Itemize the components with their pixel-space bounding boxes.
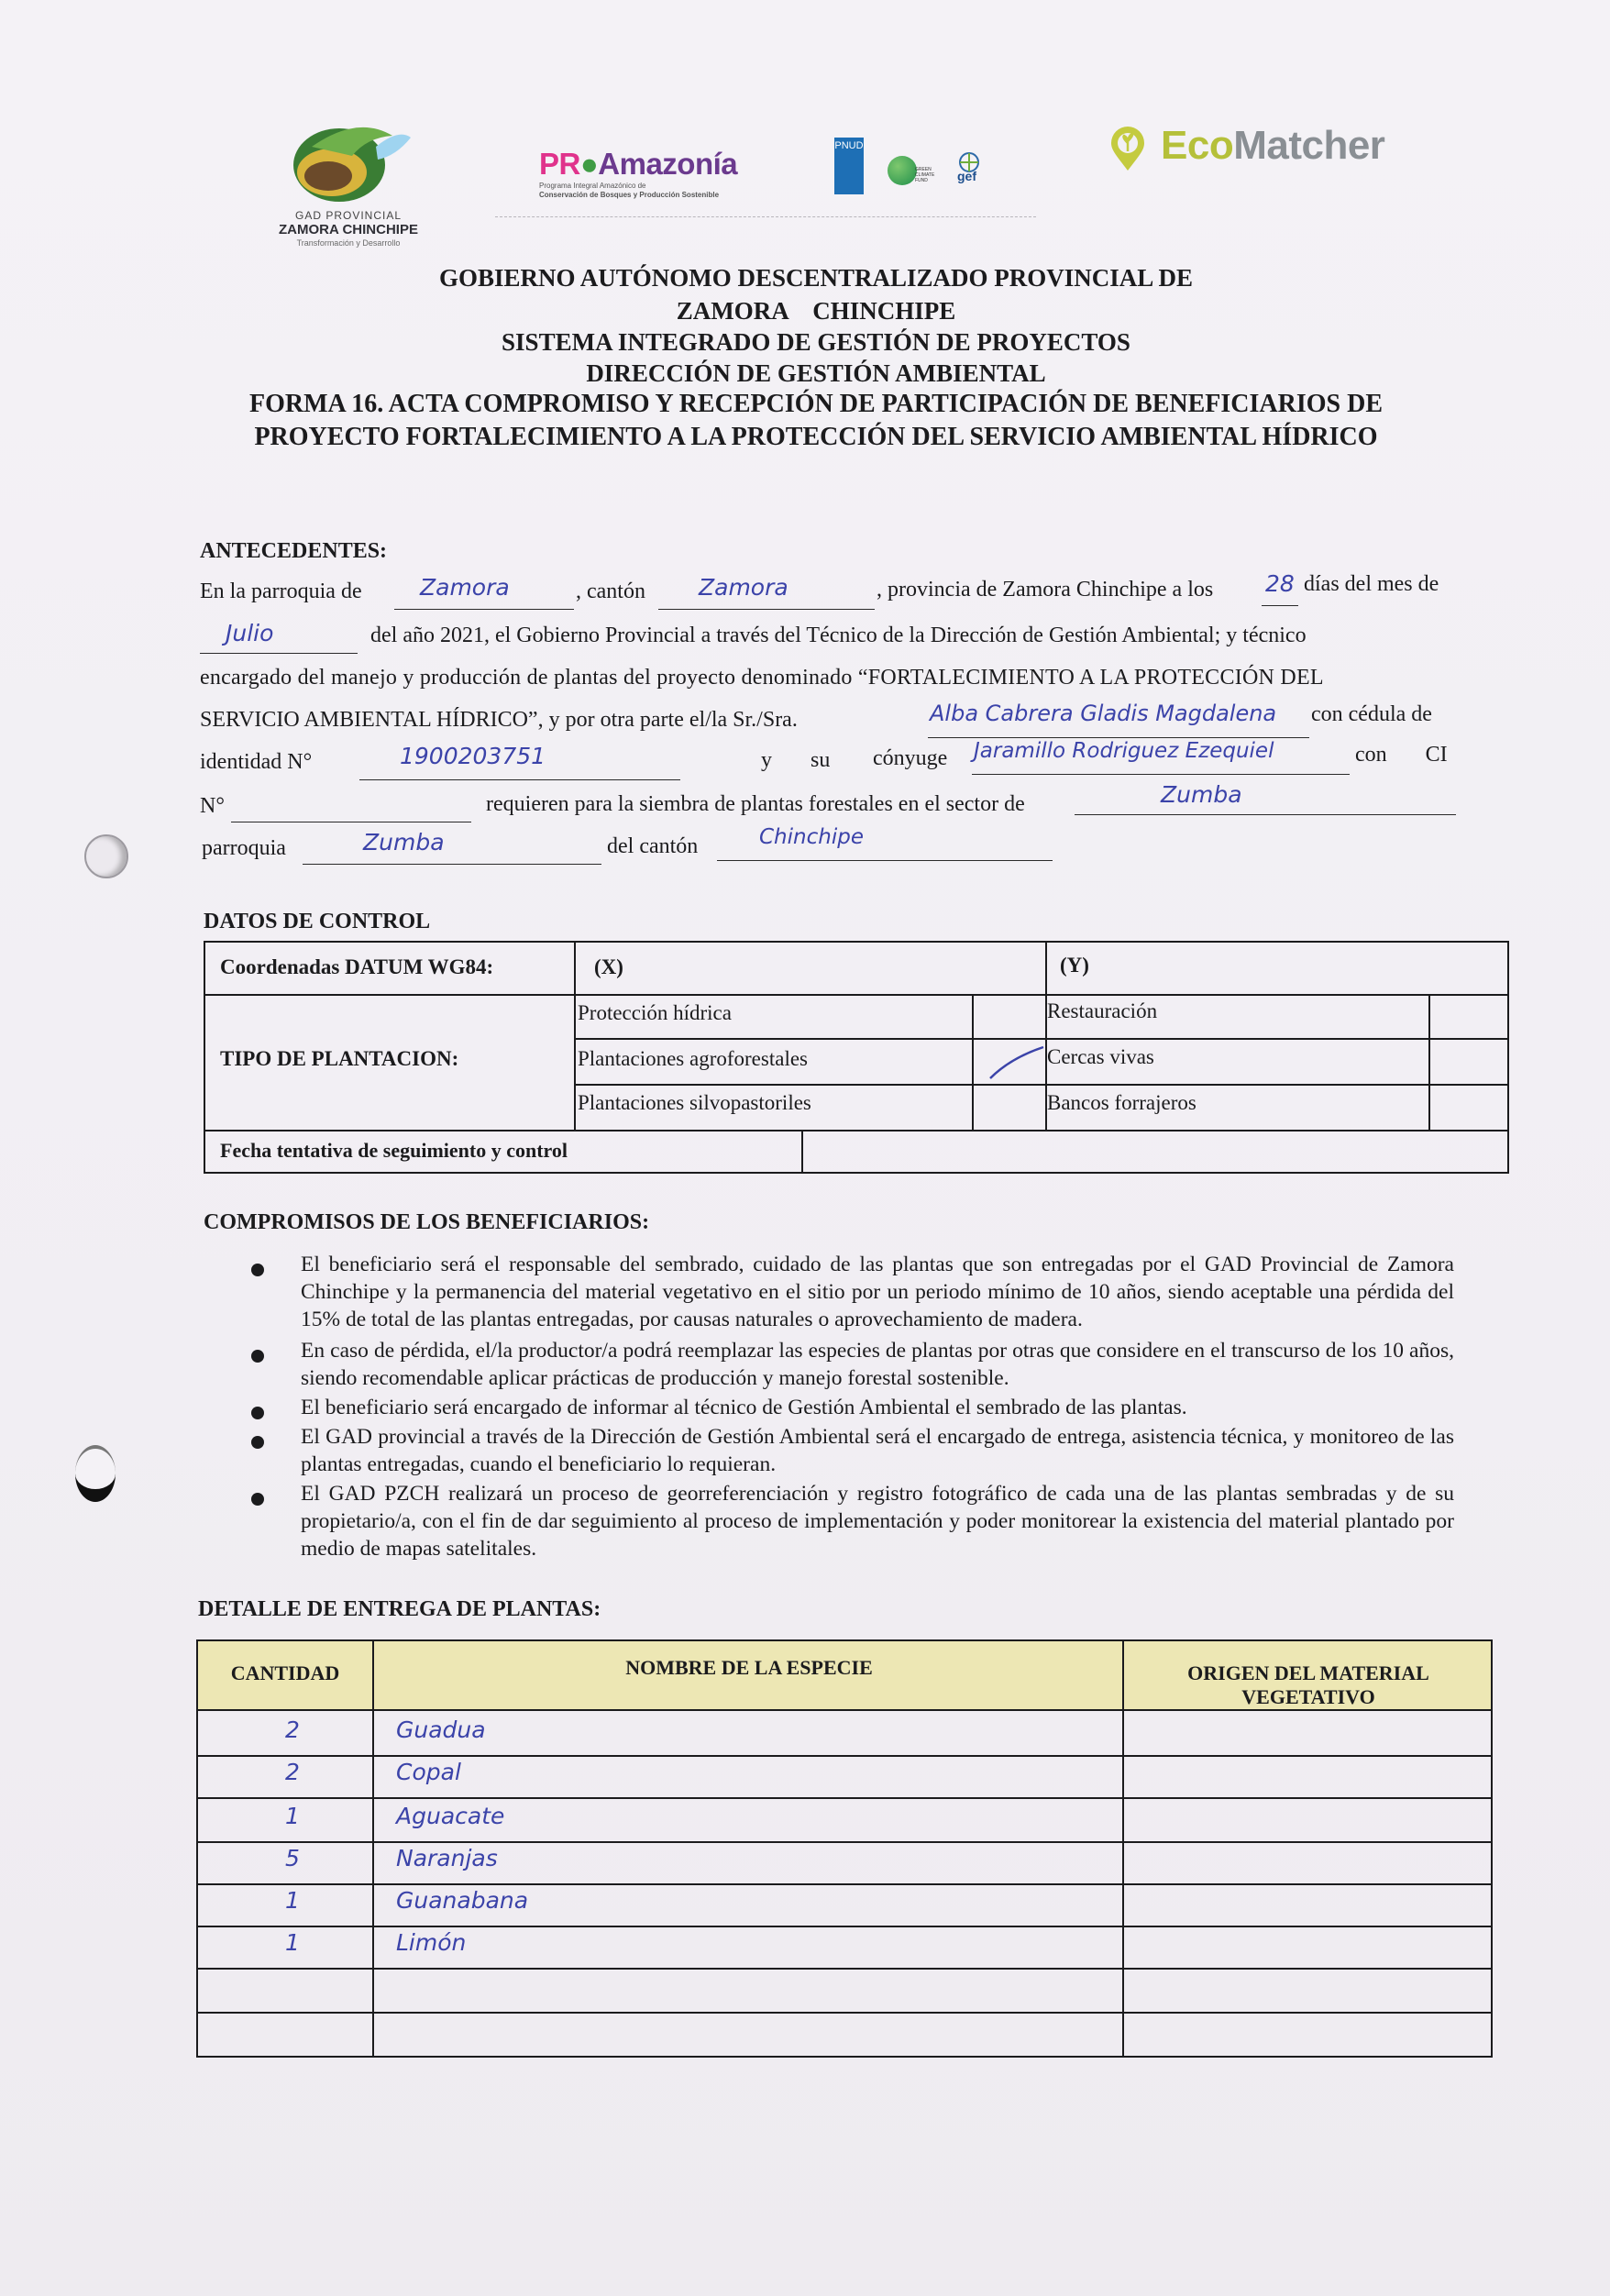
proamazonia-o-icon: ● [579,147,599,181]
row6-especie[interactable]: Limón [396,1929,467,1956]
row4-especie[interactable]: Naranjas [396,1845,498,1871]
det-hline-7 [196,2012,1493,2014]
text-provincia: , provincia de Zamora Chinchipe a los [877,578,1214,602]
checkbox-agroforestales[interactable] [974,1040,1045,1084]
col-origen-header-line1: ORIGEN DEL MATERIAL [1187,1661,1429,1684]
ctrl-hline-1 [205,994,1507,996]
undp-text: PNUD [834,140,864,151]
compromiso-item-4: El GAD provincial a través de la Dirección de Gestión Ambiental será el encargado de entrega, asistencia técnica, y monitoreo de las plantas entregadas, cuando el beneficiario lo requieran. [301,1425,1454,1476]
fecha-seguimiento-label: Fecha tentativa de seguimiento y control [220,1139,568,1162]
bullet-icon [251,1264,264,1276]
row6-cantidad[interactable]: 1 [285,1929,300,1956]
det-vline-1 [372,1639,374,2058]
text-dias-mes: días del mes de [1304,572,1439,596]
field-mes-line [200,625,358,654]
text-del-canton: del cantón [607,834,699,858]
gad-zamora-logo [275,119,422,248]
gad-zamora-line3: Transformación y Desarrollo [296,238,401,248]
text-canton: , cantón [576,580,645,603]
gcf-text: GREEN CLIMATE FUND [915,167,935,183]
bullet-icon [251,1436,264,1449]
checkbox-proteccion-hidrica[interactable] [974,996,1045,1038]
field-dias[interactable]: 28 [1265,570,1295,597]
text-line2: del año 2021, el Gobierno Provincial a través del Técnico de la Dirección de Gestión Ambiental; y técnico [370,624,1307,647]
field-sector[interactable]: Zumba [1161,781,1242,808]
header-line4: DIRECCIÓN DE GESTIÓN AMBIENTAL [586,359,1046,387]
section-detalle-heading: DETALLE DE ENTREGA DE PLANTAS: [198,1597,601,1621]
section-control-heading: DATOS DE CONTROL [204,910,431,933]
field-cedula[interactable]: 1900203751 [400,743,546,769]
option-restauracion: Restauración [1047,999,1158,1022]
undp-logo [834,138,864,194]
field-conyuge[interactable]: Jaramillo Rodriguez Ezequiel [974,739,1274,763]
row2-especie[interactable]: Copal [396,1759,461,1785]
det-vline-3 [1491,1639,1493,2058]
row1-especie[interactable]: Guadua [396,1716,486,1743]
option-proteccion-hidrica: Protección hídrica [578,1001,732,1024]
det-hline-4 [196,1883,1493,1885]
ecomatcher-name-part1: Eco [1161,123,1234,168]
form-title-line1: FORMA 16. ACTA COMPROMISO Y RECEPCIÓN DE PARTICIPACIÓN DE BENEFICIARIOS DE [248,390,1384,418]
text-line3: encargado del manejo y producción de plantas del proyecto denominado “FORTALECIMIENTO A LA PROTECCIÓN DEL [200,666,1324,690]
checkmark-icon [974,1040,1045,1084]
gef-text: gef [957,169,976,183]
gcf-logo-icon [888,156,917,185]
col-origen-header-line2: VEGETATIVO [1241,1685,1375,1708]
tipo-plantacion-label: TIPO DE PLANTACION: [220,1047,459,1070]
checkbox-cercas-vivas[interactable] [1430,1040,1507,1084]
ecomatcher-pin-icon [1108,127,1148,172]
checkbox-restauracion[interactable] [1430,996,1507,1038]
header-line3: SISTEMA INTEGRADO DE GESTIÓN DE PROYECTOS [502,328,1130,356]
option-bancos-forrajeros: Bancos forrajeros [1047,1091,1196,1114]
det-hline-5 [196,1926,1493,1927]
header-line1: GOBIERNO AUTÓNOMO DESCENTRALIZADO PROVINCIAL DE [438,264,1194,292]
compromiso-item-1: El beneficiario será el responsable del sembrado, cuidado de las plantas que son entregadas por el GAD Provincial de Zamora Chinchipe y la permanencia del material vegetativo en el sitio por un periodo mínimo de 10 años, siendo aceptable una pérdida del 15% de total de las plantas entregadas, por causas naturales o aprovechamiento de madera. [301,1253,1454,1331]
punch-hole-bottom [75,1445,116,1502]
punch-hole-top [84,834,128,878]
det-vline-0 [196,1639,198,2058]
det-vline-2 [1122,1639,1124,2058]
proamazonia-logo [539,147,787,202]
row4-cantidad[interactable]: 5 [285,1845,300,1871]
det-hline-6 [196,1968,1493,1970]
compromiso-item-3: El beneficiario será encargado de informar al técnico de Gestión Ambiental el sembrado de las plantas. [301,1396,1187,1419]
gad-zamora-line2: ZAMORA CHINCHIPE [279,222,418,237]
field-beneficiario[interactable]: Alba Cabrera Gladis Magdalena [930,701,1277,726]
row5-especie[interactable]: Guanabana [396,1887,529,1914]
bullet-icon [251,1407,264,1419]
row3-especie[interactable]: Aguacate [396,1803,505,1829]
field-canton[interactable]: Zamora [699,574,788,601]
coord-x-label: (X) [594,955,623,978]
section-antecedentes-heading: ANTECEDENTES: [200,539,388,563]
plants-table [196,1639,1493,2058]
proamazonia-name [539,147,787,182]
bullet-icon [251,1350,264,1363]
field-parroquia[interactable]: Zamora [420,574,510,601]
section-compromisos-heading: COMPROMISOS DE LOS BENEFICIARIOS: [204,1210,650,1234]
text-en-parroquia: En la parroquia de [200,580,362,603]
gef-logo [954,152,985,183]
text-y-su: y su [761,748,831,772]
proamazonia-name-post: Amazonía [598,147,738,181]
field-mes[interactable]: Julio [226,620,274,646]
form-title-line2: PROYECTO FORTALECIMIENTO A LA PROTECCIÓN DEL SERVICIO AMBIENTAL HÍDRICO [254,423,1378,451]
field-parroquia2[interactable]: Zumba [363,829,445,855]
field-ci-conyuge-line[interactable] [231,794,471,822]
text-no: N° [200,794,225,818]
det-hline-8 [196,2056,1493,2058]
logo-divider [495,216,1036,217]
text-identidad: identidad N° [200,750,313,774]
control-table [204,941,1509,1174]
text-conyuge: cónyuge [873,746,948,770]
ecomatcher-name [1161,123,1384,169]
field-sector-line [1075,787,1456,815]
option-cercas-vivas: Cercas vivas [1047,1045,1154,1068]
row2-cantidad[interactable]: 2 [285,1759,300,1785]
text-requieren: requieren para la siembra de plantas forestales en el sector de [486,792,1025,816]
text-line4: SERVICIO AMBIENTAL HÍDRICO”, y por otra parte el/la Sr./Sra. [200,708,798,732]
option-agroforestales: Plantaciones agroforestales [578,1047,808,1070]
proamazonia-name-pre: PR [539,147,580,181]
row3-cantidad[interactable]: 1 [285,1803,300,1829]
field-parroquia2-line [303,836,601,865]
coord-y-label: (Y) [1060,954,1089,977]
text-con-ci: con CI [1355,743,1448,767]
compromiso-item-5: El GAD PZCH realizará un proceso de georreferenciación y registro fotográfico de cada una de las plantas sembradas y de su propietario/a, con el fin de dar seguimiento al proceso de implementación y poder monitorear la existencia del material plantado por medio de mapas satelitales. [301,1482,1454,1561]
option-silvopastoriles: Plantaciones silvopastoriles [578,1091,811,1114]
row5-cantidad[interactable]: 1 [285,1887,300,1914]
proamazonia-sub2: Conservación de Bosques y Producción Sostenible [539,191,720,199]
ecomatcher-logo [1108,123,1474,178]
fecha-seguimiento-field[interactable] [803,1131,1507,1172]
det-hline-2 [196,1797,1493,1799]
gad-zamora-emblem-icon [275,119,422,211]
checkbox-silvopastoriles[interactable] [974,1086,1045,1130]
text-parroquia2: parroquia [202,836,286,860]
field-canton2[interactable]: Chinchipe [759,825,864,849]
compromiso-item-2: En caso de pérdida, el/la productor/a podrá reemplazar las especies de plantas por otras que considere en el transcurso de los 10 años, siendo recomendable aplicar prácticas de producción y manejo forestal sostenible. [301,1339,1454,1390]
det-hline-3 [196,1841,1493,1843]
col-especie-header: NOMBRE DE LA ESPECIE [625,1656,873,1679]
col-cantidad-header: CANTIDAD [230,1661,340,1684]
proamazonia-sub1: Programa Integral Amazónico de [539,182,646,190]
text-con-cedula: con cédula de [1311,702,1432,726]
bullet-icon [251,1493,264,1506]
checkbox-bancos-forrajeros[interactable] [1430,1086,1507,1130]
coordenadas-label: Coordenadas DATUM WG84: [220,955,494,978]
gad-zamora-line1: GAD PROVINCIAL [294,209,402,222]
det-hline-1 [196,1755,1493,1757]
ecomatcher-name-part2: Matcher [1233,123,1385,168]
header-line2: ZAMORA CHINCHIPE [676,297,956,325]
row1-cantidad[interactable]: 2 [285,1716,300,1743]
ctrl-vline-1 [574,943,576,1130]
